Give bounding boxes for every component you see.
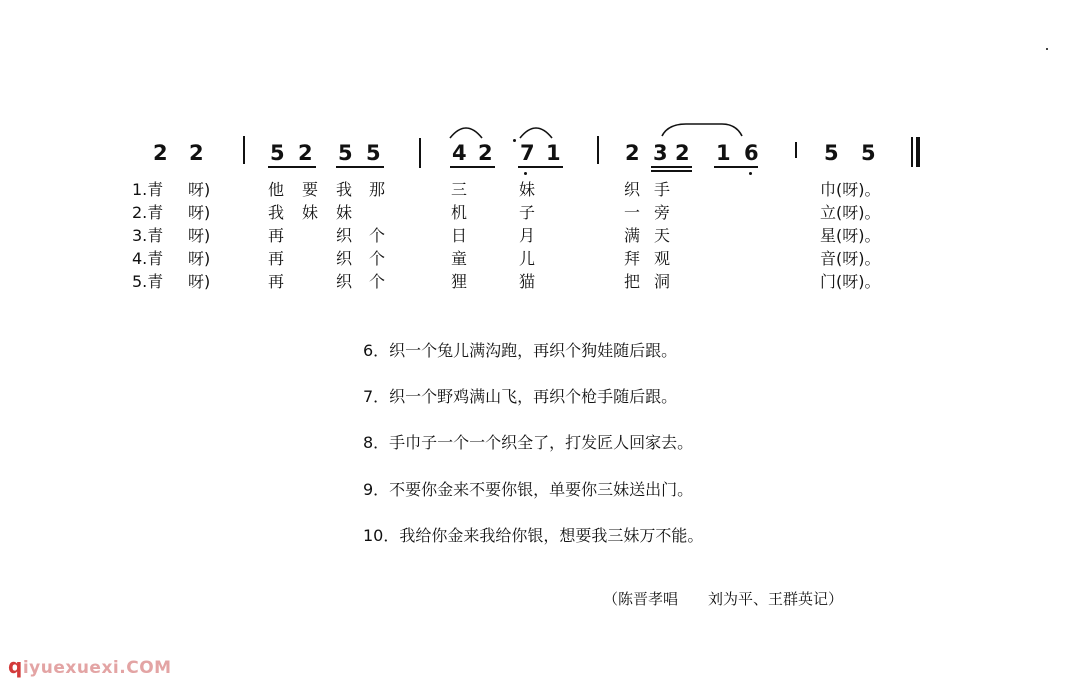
jianpu-notation-line (0, 120, 1086, 180)
lyric-row (0, 271, 1086, 295)
note: 2 (189, 141, 204, 165)
lyric-syllable: 再 (268, 226, 285, 245)
bar-line (795, 142, 797, 158)
verse-line: 7．织一个野鸡满山飞，再织个枪手随后跟。 (363, 387, 678, 406)
note: 1 (716, 141, 731, 165)
note: 5 (824, 141, 839, 165)
lyric-line-end: 音(呀)。 (820, 249, 881, 268)
stray-mark (1046, 48, 1048, 50)
lyric-line-end: 立(呀)。 (820, 203, 881, 222)
note: 7 (520, 141, 535, 165)
slur-mark (660, 122, 744, 138)
lyric-syllable: 子 (519, 203, 536, 222)
lyric-syllable: 那 (369, 180, 386, 199)
eighth-underline (268, 166, 316, 168)
lyric-syllable: 日 (451, 226, 468, 245)
eighth-underline (651, 166, 692, 168)
lyric-syllable: 月 (519, 226, 536, 245)
note: 6 (744, 141, 759, 165)
verse-line: 6．织一个兔儿满沟跑，再织个狗娃随后跟。 (363, 341, 678, 360)
lyric-syllable: 织 (336, 272, 353, 291)
note: 5 (338, 141, 353, 165)
slur-mark (518, 120, 554, 140)
lyric-syllable: 狸 (451, 272, 468, 291)
lyric-syllable: 织 (624, 180, 641, 199)
lyric-syllable: 手 (654, 180, 671, 199)
lyric-syllable: 旁 (654, 203, 671, 222)
lyric-line-end: 门(呀)。 (820, 272, 881, 291)
lyric-syllable: 机 (451, 203, 468, 222)
lyric-row (0, 248, 1086, 272)
eighth-underline (336, 166, 384, 168)
lyric-syllable: 满 (624, 226, 641, 245)
lyric-syllable: 妹 (519, 180, 536, 199)
lyric-syllable: 拜 (624, 249, 641, 268)
lyric-syllable: 呀) (188, 272, 211, 291)
lyric-syllable: 再 (268, 272, 285, 291)
lyric-verse-start: 2.青 (132, 203, 164, 222)
lyric-syllable: 再 (268, 249, 285, 268)
lyric-syllable: 洞 (654, 272, 671, 291)
lyric-row (0, 202, 1086, 226)
lyric-row (0, 179, 1086, 203)
lyric-verse-start: 1.青 (132, 180, 164, 199)
note: 5 (861, 141, 876, 165)
site-watermark: qiyuexuexi.COM (8, 654, 172, 678)
bar-line (419, 138, 421, 168)
note: 2 (625, 141, 640, 165)
note: 5 (270, 141, 285, 165)
lyric-syllable: 童 (451, 249, 468, 268)
lyric-syllable: 天 (654, 226, 671, 245)
lyric-syllable: 呀) (188, 203, 211, 222)
lyric-syllable: 呀) (188, 180, 211, 199)
lyric-syllable: 呀) (188, 226, 211, 245)
lyric-syllable: 个 (369, 226, 386, 245)
dotted-note-mark (513, 139, 516, 142)
lyric-syllable: 观 (654, 249, 671, 268)
sixteenth-underline (651, 170, 692, 172)
lyric-line-end: 巾(呀)。 (820, 180, 881, 199)
note: 5 (366, 141, 381, 165)
note: 2 (675, 141, 690, 165)
bar-line (243, 136, 245, 164)
lyric-syllable: 要 (302, 180, 319, 199)
lyric-syllable: 个 (369, 249, 386, 268)
eighth-underline (714, 166, 758, 168)
lyric-syllable: 他 (268, 180, 285, 199)
lyric-syllable: 织 (336, 226, 353, 245)
note: 3 (653, 141, 668, 165)
lyric-syllable: 把 (624, 272, 641, 291)
lyric-syllable: 织 (336, 249, 353, 268)
lyric-syllable: 我 (268, 203, 285, 222)
eighth-underline (518, 166, 563, 168)
bar-line (597, 136, 599, 164)
note: 4 (452, 141, 467, 165)
low-octave-dot (524, 172, 527, 175)
note: 1 (546, 141, 561, 165)
lyric-syllable: 个 (369, 272, 386, 291)
lyric-verse-start: 4.青 (132, 249, 164, 268)
lyric-verse-start: 3.青 (132, 226, 164, 245)
lyric-syllable: 呀) (188, 249, 211, 268)
note: 2 (478, 141, 493, 165)
lyric-syllable: 猫 (519, 272, 536, 291)
slur-mark (448, 120, 484, 140)
lyric-syllable: 三 (451, 180, 468, 199)
lyric-verse-start: 5.青 (132, 272, 164, 291)
lyric-line-end: 星(呀)。 (820, 226, 881, 245)
verse-line: 9．不要你金来不要你银，单要你三妹送出门。 (363, 480, 694, 499)
lyric-syllable: 妹 (336, 203, 353, 222)
verse-line: 10．我给你金来我给你银，想要我三妹万不能。 (363, 526, 704, 545)
verse-line: 8．手巾子一个一个织全了，打发匠人回家去。 (363, 433, 694, 452)
lyric-syllable: 我 (336, 180, 353, 199)
note: 2 (153, 141, 168, 165)
eighth-underline (450, 166, 495, 168)
lyric-syllable: 一 (624, 203, 641, 222)
lyric-syllable: 妹 (302, 203, 319, 222)
low-octave-dot (749, 172, 752, 175)
performer-credit: （陈晋孝唱 刘为平、王群英记） (603, 590, 844, 608)
note: 2 (298, 141, 313, 165)
lyric-syllable: 儿 (519, 249, 536, 268)
lyric-row (0, 225, 1086, 249)
